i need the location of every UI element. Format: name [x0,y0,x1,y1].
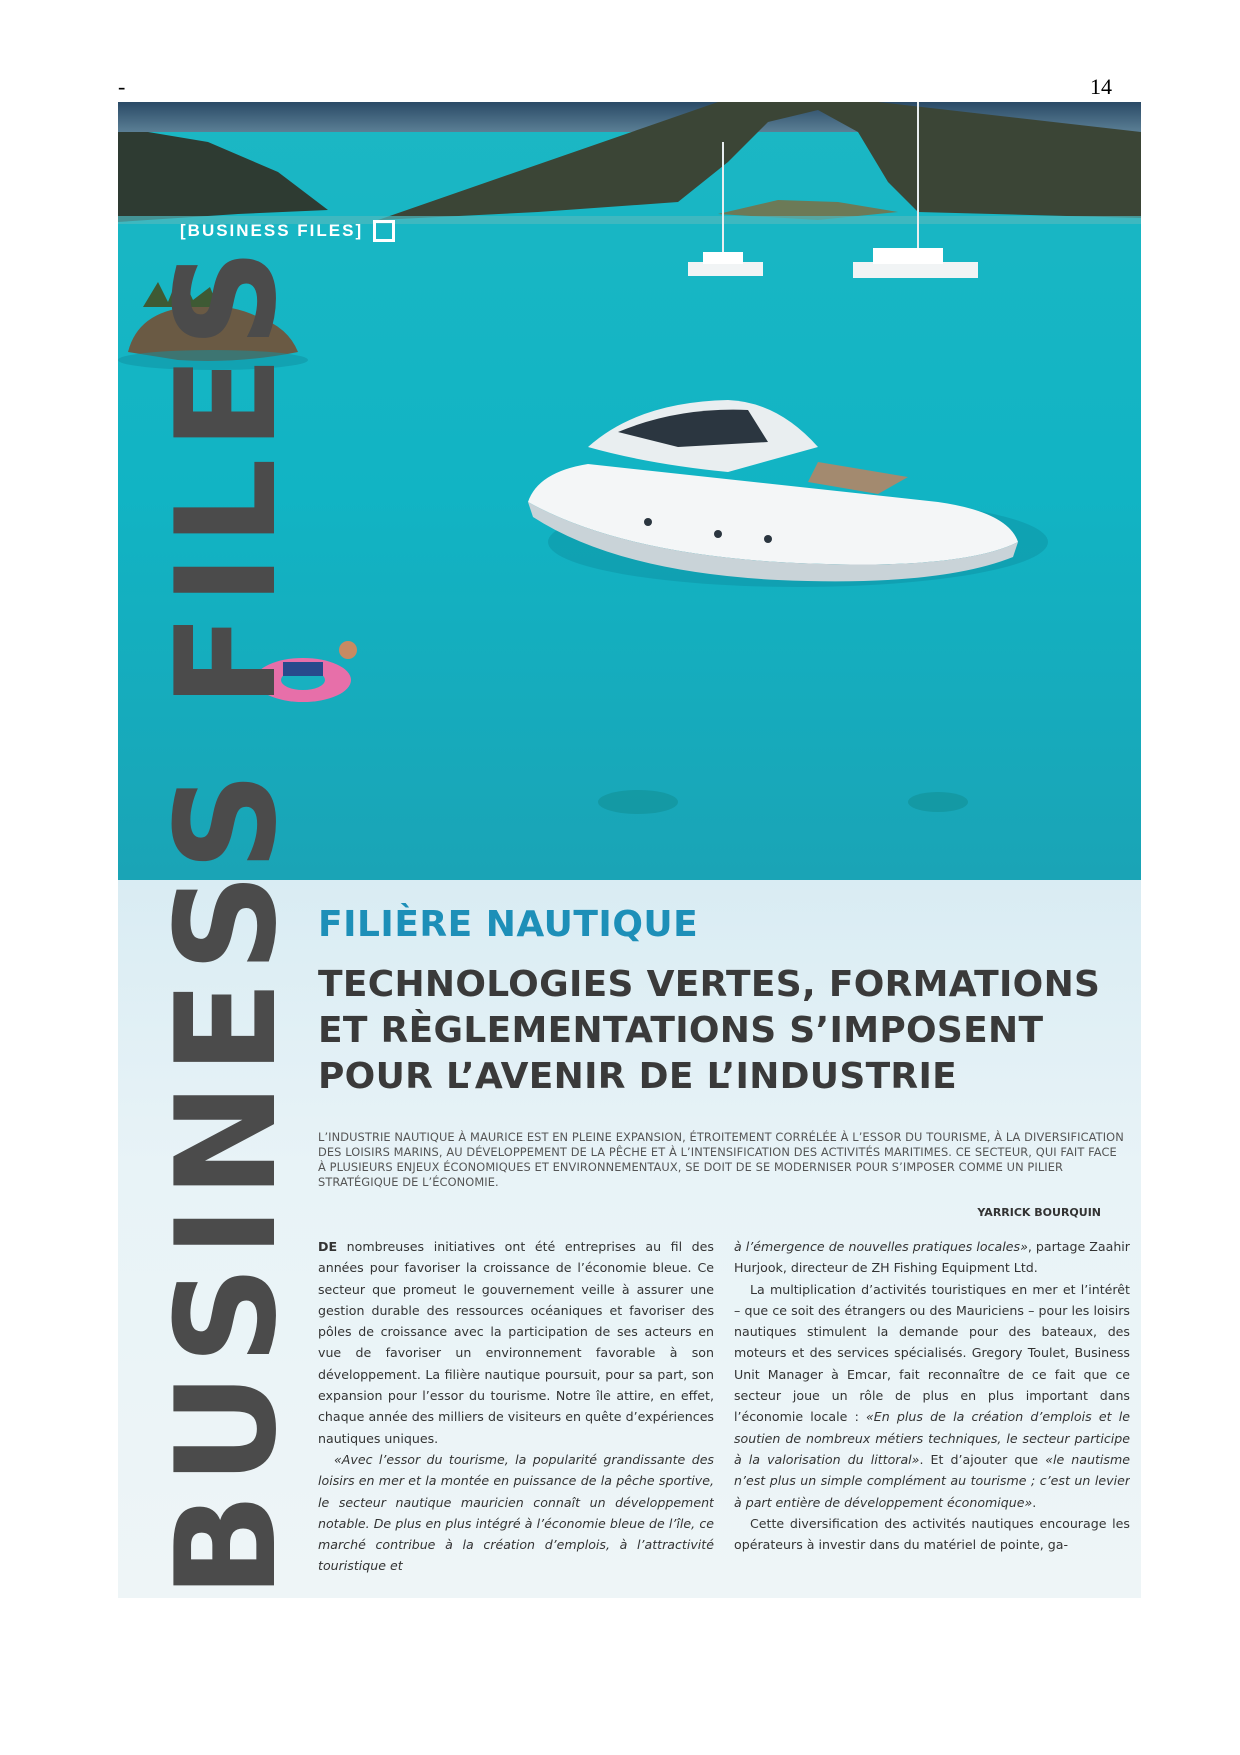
body-column-right [734,1236,1130,1598]
headline-line: ET RÈGLEMENTATIONS S’IMPOSENT [318,1010,1044,1051]
article-body [318,1236,1130,1598]
section-tag-label: [BUSINESS FILES] [180,221,364,240]
paragraph-text: . Et d’ajouter que [919,1451,1046,1467]
magazine-page [118,102,1141,1598]
headline-line: POUR L’AVENIR DE L’INDUSTRIE [318,1056,958,1097]
page-marker: - [118,74,126,99]
paragraph [318,1236,714,1449]
paragraph-text: nombreuses initiatives ont été entreprises au fil des années pour favoriser la croissance de l’économie bleue. Ce secteur que promeut le gouvernement veille à assurer une gestion durable des ressources océaniques et favoriser des pôles de croissance avec la participation de ses acteurs en vue de favoriser un environnement favorable à son développement. La filière nautique poursuit, pour sa part, son expansion pour l’essor du tourisme. Notre île attire, en effet, chaque année des milliers de visiteurs en quête d’expériences nautiques uniques. [318,1239,714,1446]
paragraph-text: La multiplication d’activités touristiques en mer et l’intérêt – que ce soit des étrangers ou des Mauriciens – pour les loisirs nautiques stimulent la demande pour des bateaux, des moteurs et des services spécialisés. Gregory Toulet, Business Unit Manager à Emcar, fait reconnaître de ce fait que ce secteur joue un rôle de plus en plus important dans l’économie locale : [734,1281,1130,1425]
vertical-watermark-text: BUSINESS FILES [146,240,307,1598]
article-headline [318,962,1118,1100]
author-byline: YARRICK BOURQUIN [977,1206,1101,1219]
quote-text: «le nautisme n’est plus un simple complément au tourisme ; c’est un levier à part entière de développement économique» [734,1451,1130,1510]
paragraph-quote: «Avec l’essor du tourisme, la popularité grandissante des loisirs en mer et la montée en puissance de la pêche sportive, le secteur nautique mauricien connaît un développement notable. De plus en plus intégré à l’économie bleue de l’île, ce marché contribue à la création d’emplois, à l’attractivité touristique et [318,1451,714,1574]
section-tag [180,220,395,242]
drop-word: DE [318,1239,338,1254]
square-icon [373,220,395,242]
vertical-watermark [146,240,308,1598]
quote-text: «En plus de la création d’emplois et le soutien de nombreux métiers techniques, le secteur participe à la valorisation du littoral» [734,1409,1130,1467]
headline-line: TECHNOLOGIES VERTES, FORMATIONS [318,964,1101,1005]
body-column-left [318,1236,714,1598]
paragraph [734,1279,1130,1513]
paragraph-text: , partage Zaahir Hurjook, directeur de ZH Fishing Equipment Ltd. [734,1239,1130,1276]
paragraph [734,1236,1130,1279]
quote-text: à l’émergence de nouvelles pratiques locales» [734,1239,1028,1254]
paragraph: Cette diversification des activités nautiques encourage les opérateurs à investir dans du matériel de pointe, ga- [734,1515,1130,1553]
article-kicker: FILIÈRE NAUTIQUE [318,904,699,945]
page-number: 14 [1090,74,1112,99]
paragraph-text: . [1032,1494,1037,1510]
article-lead: L’INDUSTRIE NAUTIQUE À MAURICE EST EN PLEINE EXPANSION, ÉTROITEMENT CORRÉLÉE À L’ESSOR DU TOURISME, À LA DIVERSIFICATION DES LOISIRS MARINS, AU DÉVELOPPEMENT DE LA PÊCHE ET À L’INTENSIFICATION DES ACTIVITÉS MARITIMES. CE SECTEUR, QUI FAIT FACE À PLUSIEURS ENJEUX ÉCONOMIQUES ET ENVIRONNEMENTAUX, SE DOIT DE SE MODERNISER POUR S’IMPOSER COMME UN PILIER STRATÉGIQUE DE L’ÉCONOMIE. [318,1130,1124,1189]
